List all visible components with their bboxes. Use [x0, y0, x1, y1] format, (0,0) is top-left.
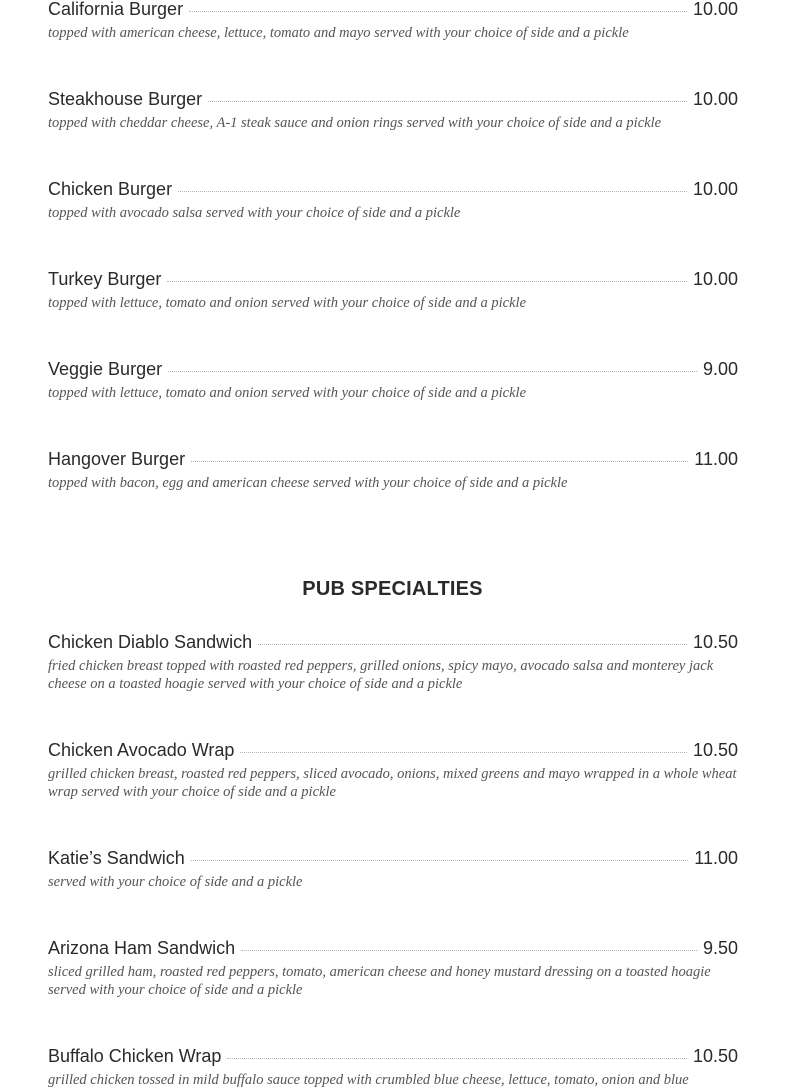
menu-item-description: grilled chicken tossed in mild buffalo sauce topped with crumbled blue cheese, lettuce, tomato, onion and blue: [48, 1072, 689, 1088]
menu-item-name: Turkey Burger: [48, 269, 162, 289]
menu-item-header: [48, 179, 738, 203]
menu-item-description: sliced grilled ham, roasted red peppers, tomato, american cheese and honey mustard dressing on a toasted hoagie served with your choice of side and a pickle: [48, 964, 711, 998]
menu-item-header: [48, 848, 738, 872]
menu-item-price: 10.00: [692, 0, 738, 19]
menu-item: [48, 179, 738, 222]
menu-item-name: Chicken Burger: [48, 179, 173, 199]
dot-leader: [191, 461, 688, 462]
menu-item-name: Chicken Diablo Sandwich: [48, 632, 253, 652]
dot-leader: [241, 950, 697, 951]
menu-item-description: topped with avocado salsa served with your choice of side and a pickle: [48, 205, 461, 221]
menu-item-price: 10.50: [692, 740, 738, 760]
menu-item-price: 10.00: [692, 269, 738, 289]
menu-item-description: grilled chicken breast, roasted red peppers, sliced avocado, onions, mixed greens and mayo wrapped in a whole wheat wrap served with your choice of side and a pickle: [48, 766, 737, 800]
menu-item-header: [48, 449, 738, 473]
menu-item-price: 11.00: [694, 449, 738, 469]
menu-item-name: Steakhouse Burger: [48, 89, 203, 109]
dot-leader: [258, 644, 687, 645]
menu-item: [48, 269, 738, 312]
menu-item: [48, 0, 738, 42]
menu-item-description: topped with american cheese, lettuce, tomato and mayo served with your choice of side and a pickle: [48, 25, 629, 41]
menu-item: [48, 740, 738, 801]
menu-item-name: Veggie Burger: [48, 359, 163, 379]
menu-item-description: topped with bacon, egg and american cheese served with your choice of side and a pickle: [48, 475, 568, 491]
menu-item: [48, 449, 738, 492]
dot-leader: [208, 101, 687, 102]
menu-item: [48, 632, 738, 693]
dot-leader: [189, 11, 687, 12]
dot-leader: [240, 752, 687, 753]
menu-item: [48, 89, 738, 132]
menu-item-header: [48, 632, 738, 656]
dot-leader: [178, 191, 687, 192]
menu-item-description: served with your choice of side and a pickle: [48, 874, 303, 890]
menu-item-description: topped with lettuce, tomato and onion served with your choice of side and a pickle: [48, 385, 527, 401]
menu-item-header: [48, 359, 738, 383]
section-title: PUB SPECIALTIES: [302, 578, 483, 600]
menu-item-header: [48, 0, 738, 23]
menu-item-header: [48, 938, 738, 962]
dot-leader: [191, 860, 689, 861]
dot-leader: [227, 1058, 687, 1059]
menu-item-name: California Burger: [48, 0, 184, 19]
menu-item-header: [48, 269, 738, 293]
menu-item-header: [48, 89, 738, 113]
menu-item-name: Hangover Burger: [48, 449, 186, 469]
menu-item: [48, 359, 738, 402]
menu-item: [48, 848, 738, 891]
dot-leader: [167, 281, 687, 282]
menu-item: [48, 1046, 738, 1089]
menu-item-header: [48, 1046, 738, 1070]
menu-item-price: 10.00: [692, 179, 738, 199]
menu-item-price: 10.50: [692, 1046, 738, 1066]
menu-item-description: topped with lettuce, tomato and onion served with your choice of side and a pickle: [48, 295, 527, 311]
menu-item-name: Katie’s Sandwich: [48, 848, 185, 868]
menu-item-name: Arizona Ham Sandwich: [48, 938, 236, 958]
menu-item-price: 11.00: [694, 848, 738, 868]
menu-item-name: Chicken Avocado Wrap: [48, 740, 235, 760]
menu-item-price: 10.50: [692, 632, 738, 652]
dot-leader: [168, 371, 697, 372]
menu-item-header: [48, 740, 738, 764]
menu-item-price: 10.00: [692, 89, 738, 109]
menu-item: [48, 938, 738, 999]
menu-item-price: 9.50: [702, 938, 738, 958]
menu-item-description: fried chicken breast topped with roasted red peppers, grilled onions, spicy mayo, avocado salsa and monterey jack cheese on a toasted hoagie served with your choice of side and a pickle: [48, 658, 714, 692]
menu-item-price: 9.00: [702, 359, 738, 379]
menu-item-description: topped with cheddar cheese, A-1 steak sauce and onion rings served with your choice of side and a pickle: [48, 115, 662, 131]
menu-item-name: Buffalo Chicken Wrap: [48, 1046, 222, 1066]
